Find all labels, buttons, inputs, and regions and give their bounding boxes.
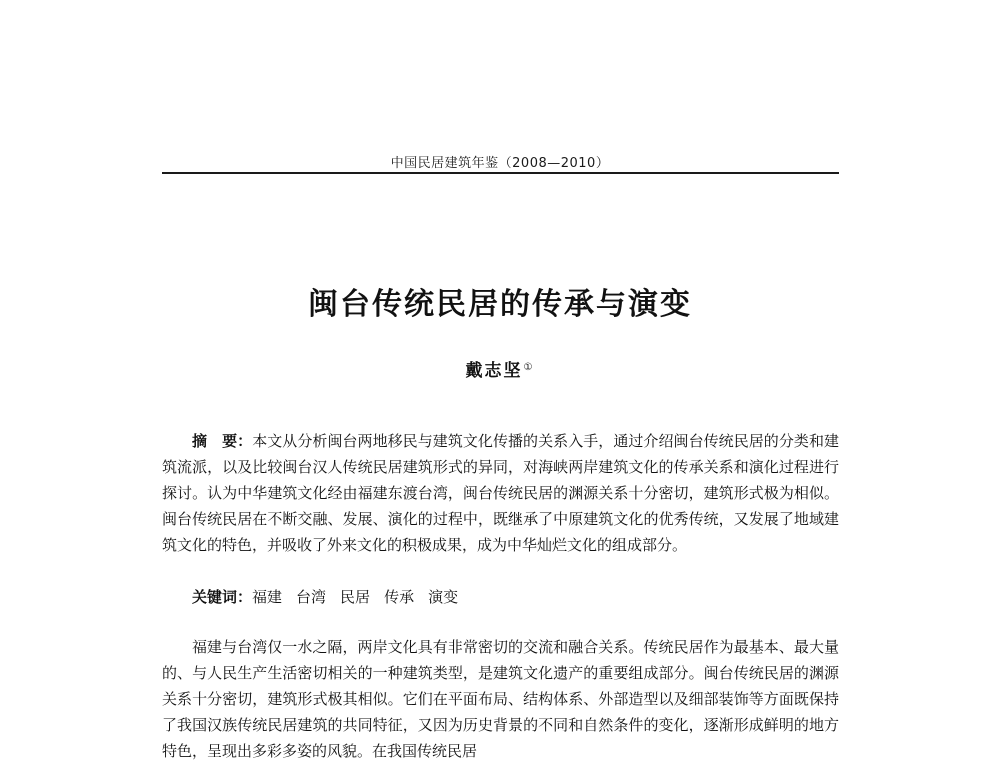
body-paragraph: 福建与台湾仅一水之隔，两岸文化具有非常密切的交流和融合关系。传统民居作为最基本、最大量的、与人民生产生活密切相关的一种建筑类型，是建筑文化遗产的重要组成部分。闽台传统民居的渊源关系十分密切，建筑形式极其相似。它们在平面布局、结构体系、外部造型以及细部装饰等方面既保持了我国汉族传统民居建筑的共同特征，又因为历史背景的不同和自然条件的变化，逐渐形成鲜明的地方特色，呈现出多彩多姿的风貌。在我国传统民居	[162, 638, 839, 760]
article-title: 闽台传统民居的传承与演变	[308, 287, 692, 322]
abstract-label: 摘 要：	[192, 432, 253, 450]
abstract-text: 本文从分析闽台两地移民与建筑文化传播的关系入手，通过介绍闽台传统民居的分类和建筑流派，以及比较闽台汉人传统民居建筑形式的异同，对海峡两岸建筑文化的传承关系和演化过程进行探讨。认为中华建筑文化经由福建东渡台湾，闽台传统民居的渊源关系十分密切，建筑形式极为相似。闽台传统民居在不断交融、发展、演化的过程中，既继承了中原建筑文化的优秀传统，又发展了地域建筑文化的特色，并吸收了外来文化的积极成果，成为中华灿烂文化的组成部分。	[162, 432, 839, 554]
keyword-item: 福建	[252, 588, 283, 606]
author-name: 戴志坚	[465, 361, 523, 381]
abstract-paragraph	[162, 428, 839, 558]
keyword-item: 演变	[428, 588, 459, 606]
keyword-item: 传承	[384, 588, 415, 606]
running-header: 中国民居建筑年鉴（2008—2010）	[390, 156, 610, 171]
keyword-item: 民居	[340, 588, 371, 606]
keywords-label: 关键词：	[192, 588, 253, 606]
keyword-item: 台湾	[296, 588, 327, 606]
author-footnote-marker: ①	[523, 362, 535, 373]
header-rule	[162, 172, 839, 174]
keywords-line	[162, 584, 839, 610]
author-line	[0, 356, 1000, 381]
